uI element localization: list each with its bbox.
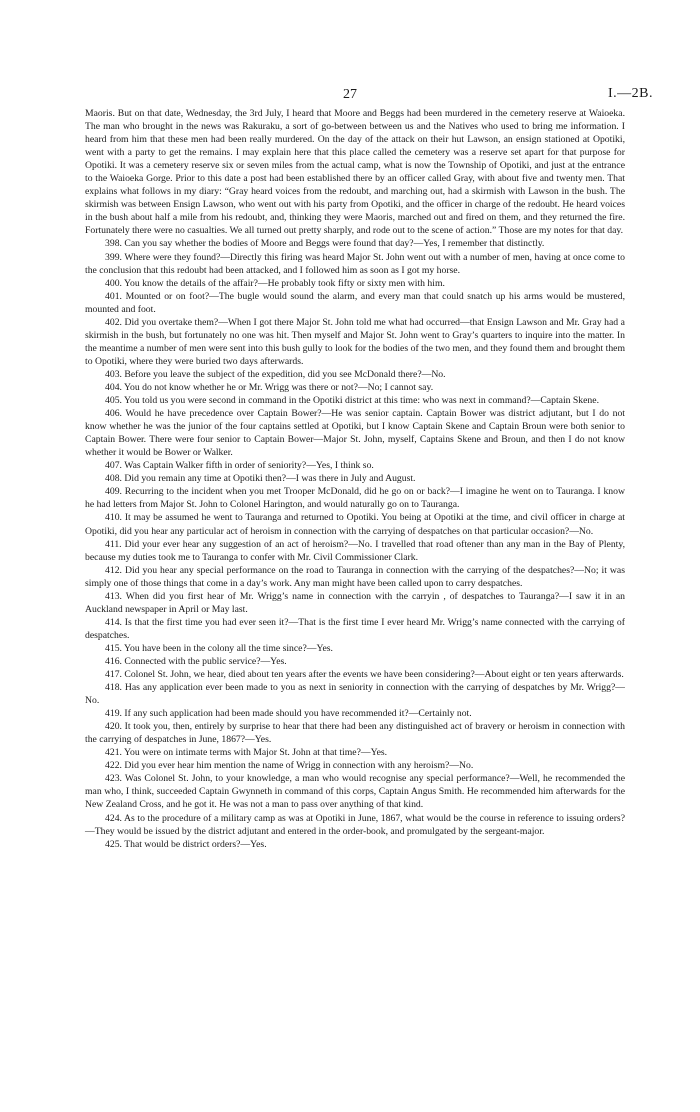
paragraph-407: 407. Was Captain Walker fifth in order of seniority?—Yes, I think so. [105, 460, 374, 472]
paragraph-405: 405. You told us you were second in command in the Opotiki district at this time: who was next in command?—Captain Skene. [105, 395, 599, 407]
paragraph-401: 401. Mounted or on foot?—The bugle would sound the alarm, and every man that could snatch up his arms would be mustered, mounted and foot. [85, 290, 625, 315]
paragraph-414: 414. Is that the first time you had ever seen it?—That is the first time I ever heard Mr. Wrigg’s name connected with the carrying of despatches. [85, 616, 625, 641]
paragraph-419: 419. If any such application had been made should you have recommended it?—Certainly not. [105, 708, 472, 720]
paragraph-399: 399. Where were they found?—Directly this firing was heard Major St. John went out with a number of men, having at once come to the conclusion that this redoubt had been attacked, and I followed him as soon as I got my horse. [85, 251, 625, 276]
paragraph-417: 417. Colonel St. John, we hear, died about ten years after the events we have been considering?—About eight or ten years afterwards. [105, 669, 624, 681]
paragraph-418: 418. Has any application ever been made to you as next in seniority in connection with the carrying of despatches by Mr. Wrigg?—No. [85, 682, 625, 707]
paragraph-406: 406. Would he have precedence over Captain Bower?—He was senior captain. Captain Bower was district adjutant, but I do not know whether he was the junior of the four captains settled at Opotiki, but I know Captain Skene and Captain Broun were both senior to Captain Bower. There were four senior to Captain Bower—Major St. John, myself, Captains Skene and Broun, and then I do not know whether it would be Bower or Walker. [85, 408, 625, 459]
paragraph-412: 412. Did you hear any special performance on the road to Tauranga in connection with the carrying of the despatches?—No; it was simply one of those things that come in a day’s work. Any man might have been called upon to carry despatches. [85, 564, 625, 589]
paragraph-424: 424. As to the procedure of a military camp as was at Opotiki in June, 1867, what would be the course in reference to issuing orders?—They would be issued by the district adjutant and entered in the order-book, and promulgated by the sergeant-major. [85, 812, 625, 837]
paragraph-416: 416. Connected with the public service?—Yes. [105, 655, 287, 667]
paragraph-420: 420. It took you, then, entirely by surprise to hear that there had been any distinguished act of bravery or heroism in connection with the carrying of despatches in June, 1867?—Yes. [85, 721, 625, 746]
paragraph-415: 415. You have been in the colony all the time since?—Yes. [105, 642, 333, 654]
paragraph-403: 403. Before you leave the subject of the expedition, did you see McDonald there?—No. [105, 368, 446, 380]
paragraph-opening: Maoris. But on that date, Wednesday, the 3rd July, I heard that Moore and Beggs had been murdered in the cemetery reserve at Waioeka. The man who brought in the news was Rakuraku, a sort of go-between between us and the Natives who used to bring me information. I heard from him that these men had been really murdered. On the day of the attack on their hut Lawson, an ensign stationed at Opotiki, went with a party to get the remains. I may explain here that this place called the cemetery was a reserve set apart for that purpose for Opotiki. It was a cemetery reserve six or seven miles from the actual camp, what is now the Township of Opotiki, and just at the entrance to the Waioeka Gorge. Prior to this date a post had been established there by an officer called Gray, with about five and twenty men. That explains what follows in my diary: “Gray heard voices from the redoubt, and marching out, had a skirmish with Lawson in the bush. The skirmish was between Ensign Lawson, who went out with his party from Opotiki, and the officer in charge of the redoubt. He heard voices in the bush about half a mile from his redoubt, and, thinking they were Maoris, marched out and fired on them, and they returned the fire. Fortunately there were no casualties. We all turned out pretty sharply, and rode out to the scene of action.” Those are my notes for that day. [85, 108, 625, 237]
paragraph-411: 411. Did your ever hear any suggestion of an act of heroism?—No. I travelled that road oftener than any man in the Bay of Plenty, because my duties took me to Tauranga to confer with Mr. Civil Commissioner Clark. [85, 538, 625, 563]
paragraph-425: 425. That would be district orders?—Yes. [105, 838, 267, 850]
paragraph-423: 423. Was Colonel St. John, to your knowledge, a man who would recognise any special performance?—Well, he recommended the man who, I think, succeeded Captain Gwynneth in command of this corps, Captain Angus Smith. He recommended him afterwards for the New Zealand Cross, and he got it. He was not a man to pass over anything of that kind. [85, 773, 625, 811]
document-reference: I.—2B. [608, 86, 653, 101]
paragraph-404: 404. You do not know whether he or Mr. Wrigg was there or not?—No; I cannot say. [105, 381, 434, 393]
paragraph-400: 400. You know the details of the affair?—He probably took fifty or sixty men with him. [105, 277, 445, 289]
paragraph-413: 413. When did you first hear of Mr. Wrigg’s name in connection with the carryin , of despatches to Tauranga?—I saw it in an Auckland newspaper in April or May last. [85, 590, 625, 615]
paragraph-410: 410. It may be assumed he went to Tauranga and returned to Opotiki. You being at Opotiki at the time, and civil officer in charge at Opotiki, did you hear any particular act of heroism in connection with the carrying of despatches on that particular occasion?—No. [85, 512, 625, 537]
paragraph-409: 409. Recurring to the incident when you met Trooper McDonald, did he go on or back?—I imagine he went on to Tauranga. I know he had letters from Major St. John to Colonel Harington, and would naturally go on to Tauranga. [85, 486, 625, 511]
paragraph-408: 408. Did you remain any time at Opotiki then?—I was there in July and August. [105, 473, 416, 485]
paragraph-402: 402. Did you overtake them?—When I got there Major St. John told me what had occurred—that Ensign Lawson and Mr. Gray had a skirmish in the bush, but fortunately no one was hit. Then myself and Major St. John went to Gray’s quarters to inquire into the matter. In the meantime a number of men were sent into this bush gully to look for the bodies of the two men, and they found them and brought them to Opotiki, where they were buried two days afterwards. [85, 316, 625, 367]
paragraph-422: 422. Did you ever hear him mention the name of Wrigg in connection with any heroism?—No. [105, 760, 474, 772]
body-text [85, 107, 625, 851]
page-number: 27 [343, 87, 357, 102]
paragraph-421: 421. You were on intimate terms with Major St. John at that time?—Yes. [105, 747, 388, 759]
paragraph-398: 398. Can you say whether the bodies of Moore and Beggs were found that day?—Yes, I remember that distinctly. [105, 238, 545, 250]
